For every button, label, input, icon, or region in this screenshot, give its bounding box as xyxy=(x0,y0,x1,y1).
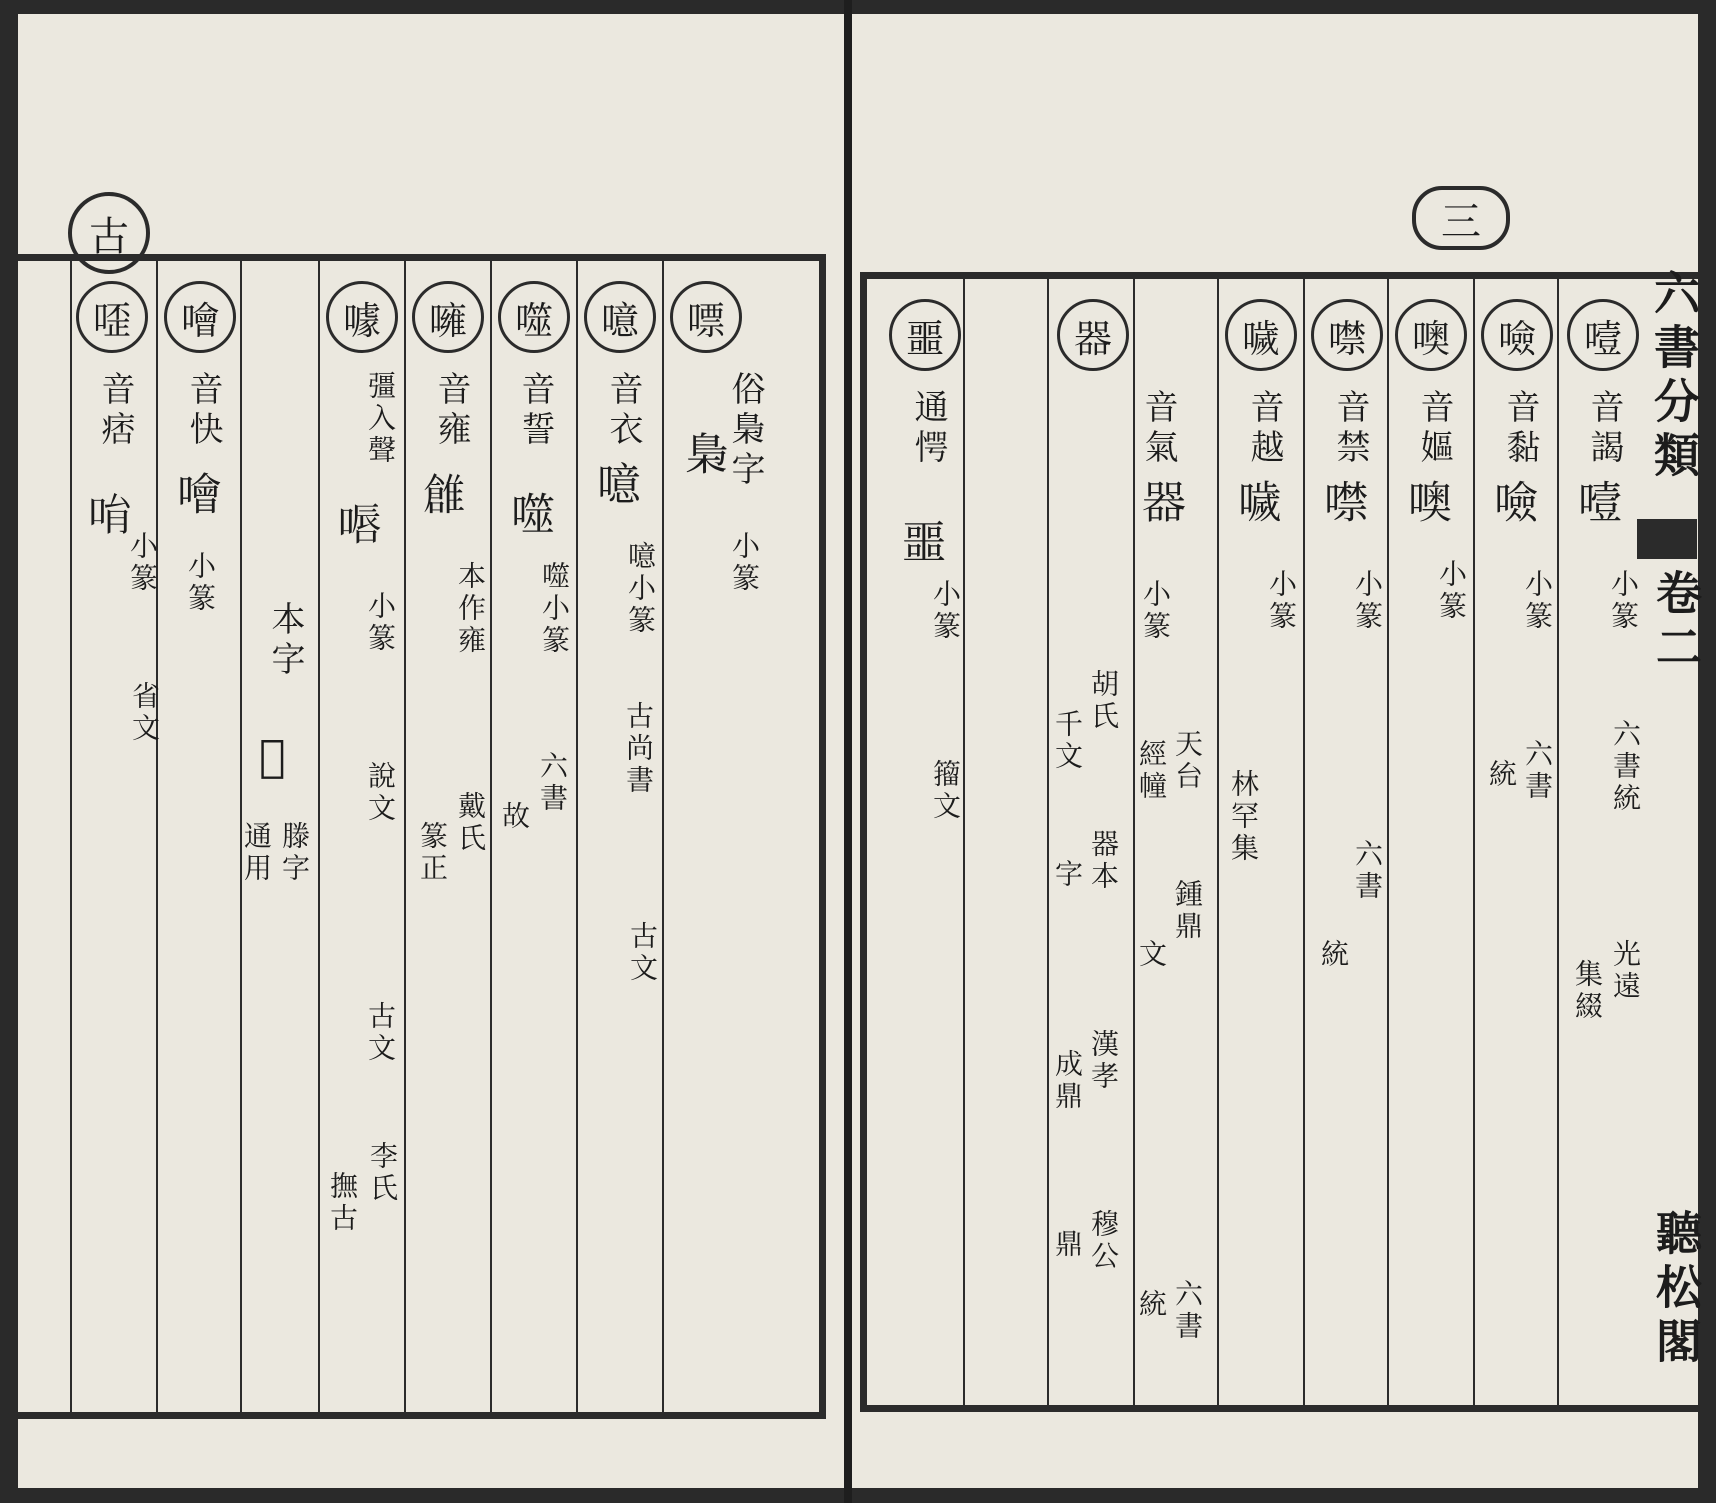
seal-glyph: 𠱝 xyxy=(83,491,134,549)
entry-text: 音誓 xyxy=(515,371,555,451)
book-title: 六書分類 xyxy=(1647,269,1701,485)
seal-glyph: 噦 xyxy=(1230,479,1281,537)
volume-label: 卷二 xyxy=(1649,569,1703,677)
entry-text: 音雍 xyxy=(431,371,471,451)
entry-head-circle: 噫 xyxy=(584,281,656,353)
entry-text: 小篆 xyxy=(126,531,159,595)
entry-text: 字 xyxy=(1051,859,1084,891)
entry-text: 器本 xyxy=(1087,829,1120,893)
entry-text: 六書統 xyxy=(1609,719,1642,815)
entry-text: 小篆 xyxy=(1521,569,1554,633)
entry-head-circle: 噞 xyxy=(1481,299,1553,371)
entry-text: 成鼎 xyxy=(1051,1049,1084,1113)
entry-text: 林罕集 xyxy=(1227,769,1260,865)
entry-text: 漢孝 xyxy=(1087,1029,1120,1093)
entry-text: 光遠 xyxy=(1609,939,1642,1003)
entry-text: 李氏 xyxy=(366,1141,399,1205)
entry-text: 說文 xyxy=(364,761,397,825)
right-page-number: 三 xyxy=(1412,186,1510,250)
entry-text: 通愕 xyxy=(908,389,948,469)
seal-glyph: 噩 xyxy=(894,519,945,577)
entry-text: 噫小篆 xyxy=(624,541,657,637)
entry-text: 小篆 xyxy=(184,551,217,615)
entry-text: 戴氏 xyxy=(454,791,487,855)
seal-glyph: 𩀞 xyxy=(417,471,468,529)
entry-text: 篆正 xyxy=(416,821,449,885)
entry-text: 本作雍 xyxy=(454,561,487,657)
entry-text: 小篆 xyxy=(1435,559,1468,623)
fishtail-mark xyxy=(1637,519,1697,559)
seal-glyph: 梟 xyxy=(677,431,728,489)
entry-text: 小篆 xyxy=(929,579,962,643)
entry-text: 統 xyxy=(1317,939,1350,971)
entry-text: 彊入聲 xyxy=(364,371,397,467)
entry-text: 六書 xyxy=(1351,839,1384,903)
entry-text: 噬小篆 xyxy=(538,561,571,657)
right-text-frame xyxy=(860,269,1703,1412)
entry-text: 經幢 xyxy=(1135,739,1168,803)
entry-text: 古文 xyxy=(626,921,659,985)
entry-text: 胡氏 xyxy=(1087,669,1120,733)
right-page xyxy=(852,14,1703,1488)
entry-head-circle: 噦 xyxy=(1225,299,1297,371)
entry-text: 統 xyxy=(1135,1289,1168,1321)
left-page xyxy=(18,14,844,1488)
entry-head-circle: 器 xyxy=(1057,299,1129,371)
seal-glyph: 噎 xyxy=(1570,479,1621,537)
entry-head-circle: 噱 xyxy=(326,281,398,353)
entry-text: 音越 xyxy=(1244,389,1284,469)
seal-glyph: 噢 xyxy=(1400,479,1451,537)
entry-text: 故 xyxy=(498,801,531,833)
entry-text: 音衣 xyxy=(603,371,643,451)
entry-text: 六書 xyxy=(1171,1279,1204,1343)
seal-glyph: 噫 xyxy=(589,461,640,519)
entry-text: 統 xyxy=(1485,759,1518,791)
entry-text: 穆公 xyxy=(1087,1209,1120,1273)
entry-text: 撫古 xyxy=(326,1171,359,1235)
entry-head-circle: 噢 xyxy=(1395,299,1467,371)
publisher-label: 聽松閣 xyxy=(1649,1209,1703,1371)
entry-text: 音謁 xyxy=(1584,389,1624,469)
entry-text: 古文 xyxy=(364,1001,397,1065)
seal-glyph: 器 xyxy=(1134,479,1185,537)
entry-head-circle: 噬 xyxy=(498,281,570,353)
entry-text: 俗梟字 xyxy=(725,371,765,491)
entry-text: 小篆 xyxy=(364,591,397,655)
entry-text: 小篆 xyxy=(728,531,761,595)
entry-text: 千文 xyxy=(1051,709,1084,773)
entry-text: 集綴 xyxy=(1571,959,1604,1023)
seal-glyph: 𠸸 xyxy=(333,501,384,559)
entry-head-circle: 嘌 xyxy=(670,281,742,353)
entry-text: 本字 xyxy=(265,601,305,681)
entry-text: 小篆 xyxy=(1139,579,1172,643)
entry-text: 音氣 xyxy=(1138,389,1178,469)
seal-glyph: 噲 xyxy=(169,471,220,529)
entry-text: 小篆 xyxy=(1607,569,1640,633)
left-page-number: 古 xyxy=(68,192,150,274)
entry-text: 古尚書 xyxy=(622,701,655,797)
entry-text: 滕字 xyxy=(278,821,311,885)
entry-text: 音痞 xyxy=(95,371,135,451)
entry-text: 音快 xyxy=(183,371,223,451)
entry-head-circle: 噰 xyxy=(412,281,484,353)
entry-text: 籀文 xyxy=(929,759,962,823)
seal-glyph: 噤 xyxy=(1316,479,1367,537)
entry-head-circle: 噎 xyxy=(1567,299,1639,371)
entry-text: 文 xyxy=(1135,939,1168,971)
left-text-frame xyxy=(18,254,826,1419)
book-gutter xyxy=(844,0,852,1503)
entry-text: 音黏 xyxy=(1500,389,1540,469)
entry-text: 通用 xyxy=(240,821,273,885)
entry-text: 六書 xyxy=(536,751,569,815)
entry-head-circle: 噤 xyxy=(1311,299,1383,371)
seal-glyph: 噞 xyxy=(1486,479,1537,537)
seal-glyph: 𠾗 xyxy=(247,731,298,796)
entry-text: 天台 xyxy=(1171,729,1204,793)
entry-text: 音嫗 xyxy=(1414,389,1454,469)
entry-text: 音禁 xyxy=(1330,389,1370,469)
entry-text: 鍾鼎 xyxy=(1171,879,1204,943)
entry-text: 小篆 xyxy=(1265,569,1298,633)
entry-head-circle: 噩 xyxy=(889,299,961,371)
entry-text: 鼎 xyxy=(1051,1229,1084,1261)
entry-text: 六書 xyxy=(1521,739,1554,803)
entry-head-circle: 㗏 xyxy=(76,281,148,353)
entry-head-circle: 噲 xyxy=(164,281,236,353)
entry-text: 小篆 xyxy=(1351,569,1384,633)
entry-text: 省文 xyxy=(128,681,161,745)
seal-glyph: 噬 xyxy=(503,491,554,549)
